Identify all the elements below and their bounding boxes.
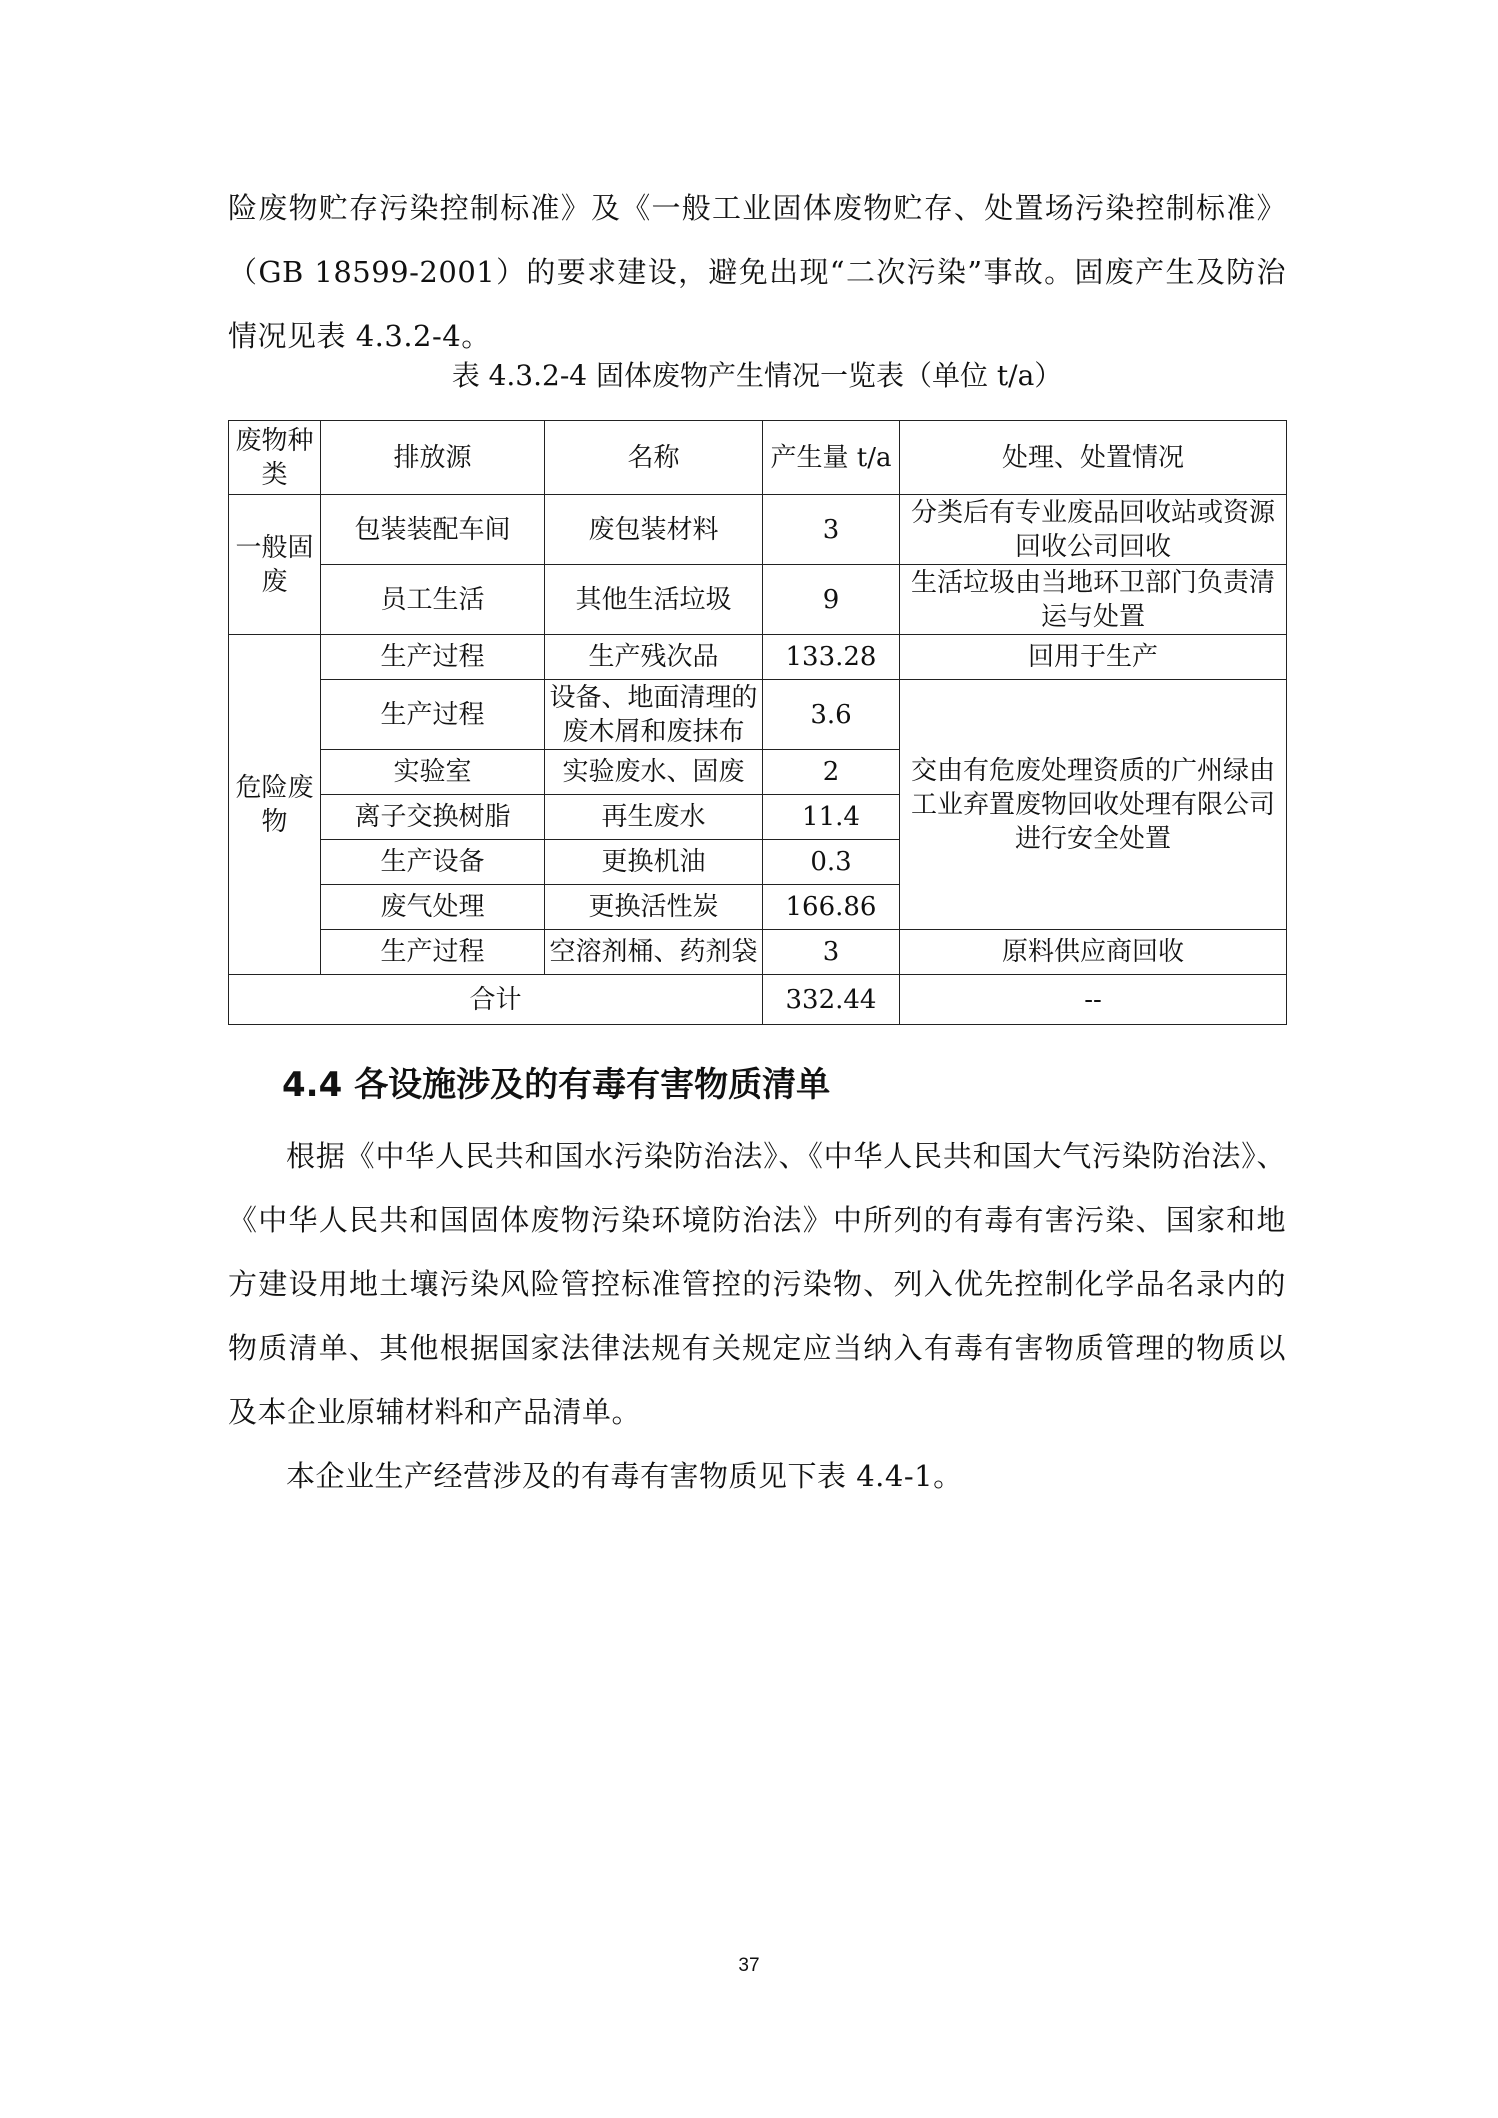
cell-amount: 0.3 bbox=[763, 840, 900, 885]
cell-treatment: 原料供应商回收 bbox=[900, 930, 1287, 975]
waste-table bbox=[228, 420, 1287, 1025]
cell-source: 生产设备 bbox=[321, 840, 545, 885]
cell-source: 包装装配车间 bbox=[321, 495, 545, 565]
cell-name: 生产残次品 bbox=[545, 635, 763, 680]
cell-name: 其他生活垃圾 bbox=[545, 565, 763, 635]
section-heading: 4.4 各设施涉及的有毒有害物质清单 bbox=[282, 1065, 831, 1105]
cell-amount: 3 bbox=[763, 930, 900, 975]
total-amount: 332.44 bbox=[763, 975, 900, 1025]
cell-treatment: 分类后有专业废品回收站或资源回收公司回收 bbox=[900, 495, 1287, 565]
cell-source: 生产过程 bbox=[321, 680, 545, 750]
table-row bbox=[229, 680, 1287, 750]
group-hazardous: 危险废物 bbox=[229, 635, 321, 975]
cell-name: 废包装材料 bbox=[545, 495, 763, 565]
cell-name: 更换机油 bbox=[545, 840, 763, 885]
header-category: 废物种类 bbox=[229, 421, 321, 495]
cell-name: 设备、地面清理的废木屑和废抹布 bbox=[545, 680, 763, 750]
body-paragraph: 根据《中华人民共和国水污染防治法》、《中华人民共和国大气污染防治法》、《中华人民共和国固体废物污染环境防治法》中所列的有毒有害污染、国家和地方建设用地土壤污染风险管控标准管控的污染物、列入优先控制化学品名录内的物质清单、其他根据国家法律法规有关规定应当纳入有毒有害物质管理的物质以及本企业原辅材料和产品清单。 bbox=[228, 1139, 1286, 1429]
table-row bbox=[229, 565, 1287, 635]
table-header-row bbox=[229, 421, 1287, 495]
cell-amount: 166.86 bbox=[763, 885, 900, 930]
cell-source: 生产过程 bbox=[321, 930, 545, 975]
cell-name: 空溶剂桶、药剂袋 bbox=[545, 930, 763, 975]
cell-treatment: 回用于生产 bbox=[900, 635, 1287, 680]
total-treatment: -- bbox=[900, 975, 1287, 1025]
header-name: 名称 bbox=[545, 421, 763, 495]
cell-source: 员工生活 bbox=[321, 565, 545, 635]
group-general: 一般固废 bbox=[229, 495, 321, 635]
cell-name: 实验废水、固废 bbox=[545, 750, 763, 795]
header-source: 排放源 bbox=[321, 421, 545, 495]
page-number: 37 bbox=[738, 1955, 760, 1976]
header-treatment: 处理、处置情况 bbox=[900, 421, 1287, 495]
cell-source: 废气处理 bbox=[321, 885, 545, 930]
cell-name: 再生废水 bbox=[545, 795, 763, 840]
cell-treatment-merged: 交由有危废处理资质的广州绿由工业弃置废物回收处理有限公司进行安全处置 bbox=[900, 680, 1287, 930]
cell-source: 生产过程 bbox=[321, 635, 545, 680]
cell-source: 实验室 bbox=[321, 750, 545, 795]
cell-amount: 2 bbox=[763, 750, 900, 795]
table-caption: 表 4.3.2-4 固体废物产生情况一览表（单位 t/a） bbox=[451, 359, 1063, 392]
cell-amount: 9 bbox=[763, 565, 900, 635]
cell-name: 更换活性炭 bbox=[545, 885, 763, 930]
header-amount: 产生量 t/a bbox=[763, 421, 900, 495]
cell-treatment: 生活垃圾由当地环卫部门负责清运与处置 bbox=[900, 565, 1287, 635]
intro-paragraph: 险废物贮存污染控制标准》及《一般工业固体废物贮存、处置场污染控制标准》（GB 18599-2001）的要求建设，避免出现“二次污染”事故。固废产生及防治情况见表 4.3.2-4。 bbox=[228, 191, 1286, 353]
cell-amount: 11.4 bbox=[763, 795, 900, 840]
total-label: 合计 bbox=[229, 975, 763, 1025]
table-row bbox=[229, 495, 1287, 565]
table-total-row bbox=[229, 975, 1287, 1025]
cell-amount: 133.28 bbox=[763, 635, 900, 680]
table-row bbox=[229, 930, 1287, 975]
table-row bbox=[229, 635, 1287, 680]
cell-source: 离子交换树脂 bbox=[321, 795, 545, 840]
body-paragraph: 本企业生产经营涉及的有毒有害物质见下表 4.4-1。 bbox=[286, 1459, 963, 1493]
cell-amount: 3 bbox=[763, 495, 900, 565]
cell-amount: 3.6 bbox=[763, 680, 900, 750]
